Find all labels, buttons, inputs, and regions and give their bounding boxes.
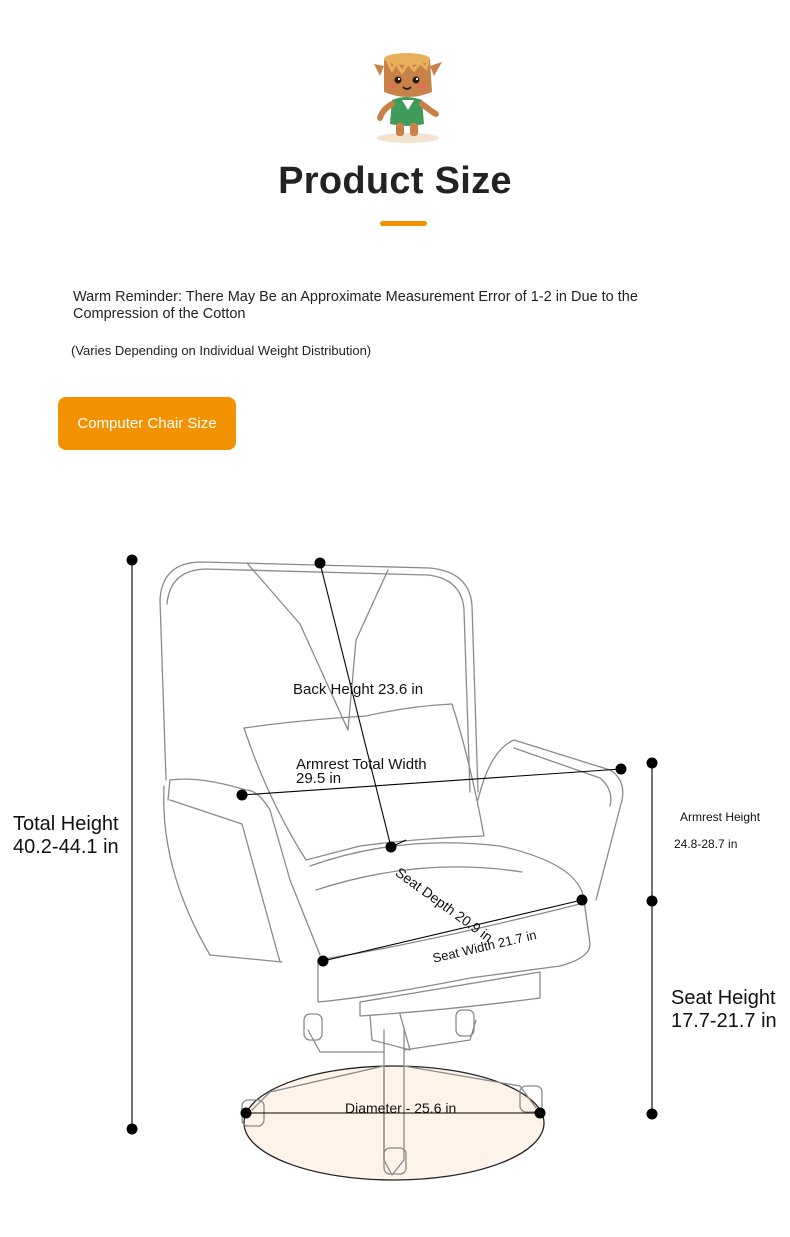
back-height-label: Back Height 23.6 in: [293, 681, 424, 698]
seat-depth-label: Seat Depth 20.9 in: [392, 864, 496, 946]
armrest-width-value: 29.5 in: [296, 770, 342, 787]
seat-height-label: Seat Height: [671, 987, 776, 1009]
title-underline: [380, 221, 427, 226]
mascot-illustration: [366, 48, 446, 148]
armrest-width-label: Armrest Total Width: [296, 756, 427, 773]
armrest-height-value: 24.8-28.7 in: [674, 837, 738, 851]
base-area: [244, 1066, 544, 1180]
total-height-value: 40.2-44.1 in: [13, 836, 119, 858]
chair-dimension-diagram: [0, 480, 790, 1237]
armrest-height-label: Armrest Height: [680, 810, 761, 824]
total-height-label: Total Height: [13, 813, 119, 835]
seat-height-value: 17.7-21.7 in: [671, 1010, 777, 1032]
diameter-label: Diameter - 25.6 in: [345, 1100, 457, 1116]
computer-chair-size-tab[interactable]: Computer Chair Size: [58, 397, 236, 450]
warm-reminder-text: Warm Reminder: There May Be an Approximate Measurement Error of 1-2 in Due to the Compression of the Cotton: [73, 289, 638, 322]
page-title: Product Size: [278, 160, 512, 202]
weight-distribution-note: (Varies Depending on Individual Weight Distribution): [71, 343, 372, 358]
measurement-points: [127, 555, 658, 1135]
seat-width-label: Seat Width 21.7 in: [431, 927, 538, 966]
